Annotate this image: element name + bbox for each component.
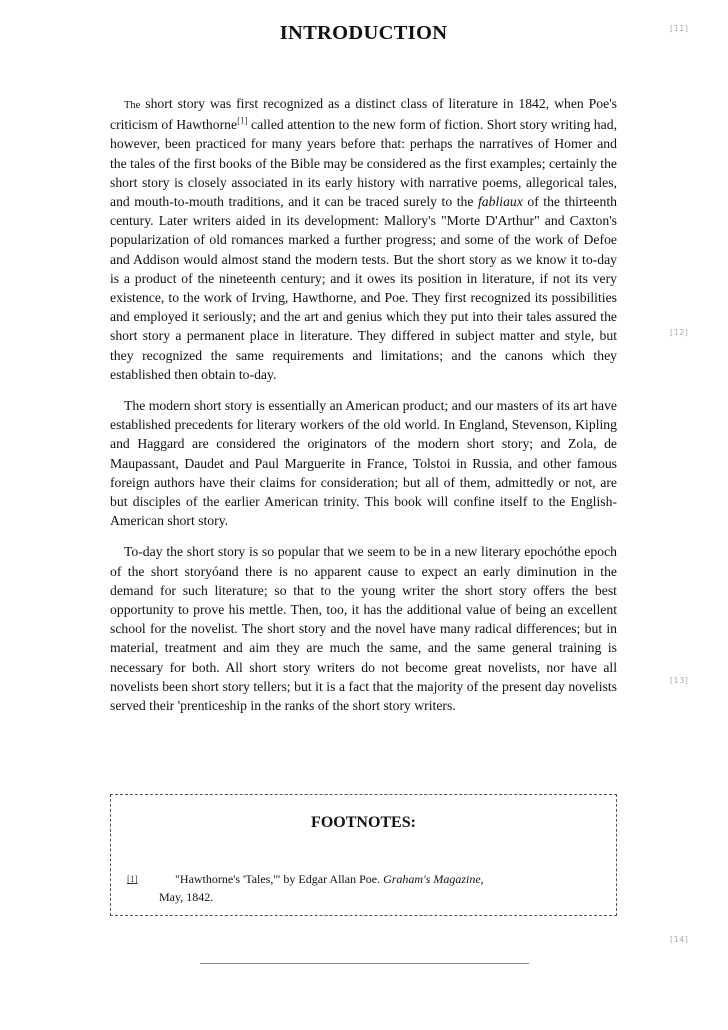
bottom-divider bbox=[200, 963, 529, 964]
footnote-text bbox=[159, 870, 587, 888]
small-caps-opening: The bbox=[124, 100, 141, 111]
paragraph-1-text-c: of the thirteenth century. Later writers aided in its development: Mallory's "Morte D'Arthur" and Caxton's popularization of old romances marked a further progress; and some of the work of Defoe and Addison would almost stand the modern tests. But the short story as we know it to-day is a product of the nineteenth century; and it owes its position in literature, if not its very existence, to the work of Irving, Hawthorne, and Poe. They first recognized its possibilities and employed it seriously; and the art and genius which they put into their tales assured the short story a permanent place in literature. They differed in subject matter and style, but they recognized the same requirements and limitations; and the canons which they established then obtain to-day. bbox=[110, 194, 617, 382]
footnote-text-cont: May, 1842. bbox=[159, 890, 214, 904]
footnote-text-main: "Hawthorne's 'Tales,'" by Edgar Allan Poe. bbox=[175, 872, 384, 886]
page-marker-13: [13] bbox=[670, 676, 689, 685]
footnote-ref-1[interactable]: [1] bbox=[237, 115, 248, 126]
footnotes-title: FOOTNOTES: bbox=[311, 814, 416, 831]
footnote-italic-title: Graham's Magazine bbox=[383, 872, 481, 886]
paragraph-3: To-day the short story is so popular that we seem to be in a new literary epochóthe epoch of the short storyóand there is no apparent cause to expect an early diminution in the demand for such literature; so that to the young writer the short story offers the best opportunity to prove his mettle. Then, too, it has the additional value of being an excellent school for the novelist. The short story and the novel have many radical differences; but in material, treatment and aim they are much the same, and the same general training is necessary for both. All short story writers do not become great novelists, nor have all novelists been short story tellers; but it is a fact that the majority of the present day novelists served their 'prenticeship in the ranks of the short story writers. bbox=[110, 544, 617, 714]
paragraph-1 bbox=[110, 94, 617, 384]
paragraph-2: The modern short story is essentially an American product; and our masters of its art have established precedents for literary workers of the old world. In England, Stevenson, Kipling and Haggard are considered the originators of the modern short story; and Zola, de Maupassant, Daudet and Paul Marguerite in France, Tolstoi in Russia, and other famous foreign authors have their claims for consideration; but all of them, admittedly or not, are but disciples of the earlier American trinity. This book will confine itself to the English-American short story. bbox=[110, 398, 617, 529]
footnote-backlink-1[interactable]: [1] bbox=[127, 874, 138, 884]
page-marker-12: [12] bbox=[670, 328, 689, 337]
paragraph-1-text-b: called attention to the new form of fiction. Short story writing had, however, been practiced for many years before that: perhaps the narratives of Homer and the tales of the first books of the Bible may be considered as the first examples; certainly the short story is closely associated in its early history with narrative poems, allegorical tales, and mouth-to-mouth traditions, and it can be traced surely to the bbox=[110, 117, 617, 210]
footnote-item bbox=[127, 870, 587, 906]
page-marker-14: [14] bbox=[670, 935, 689, 944]
chapter-heading: INTRODUCTION bbox=[279, 22, 448, 44]
paragraph-1-text-a: short story was first recognized as a distinct class of literature in 1842, when Poe's criticism of Hawthorne bbox=[110, 96, 617, 133]
page-marker-11: [11] bbox=[670, 24, 689, 33]
chapter-body bbox=[110, 94, 617, 727]
footnote-text-tail: , bbox=[480, 872, 484, 886]
footnotes-box bbox=[110, 794, 617, 916]
italic-fabliaux: fabliaux bbox=[477, 194, 523, 210]
